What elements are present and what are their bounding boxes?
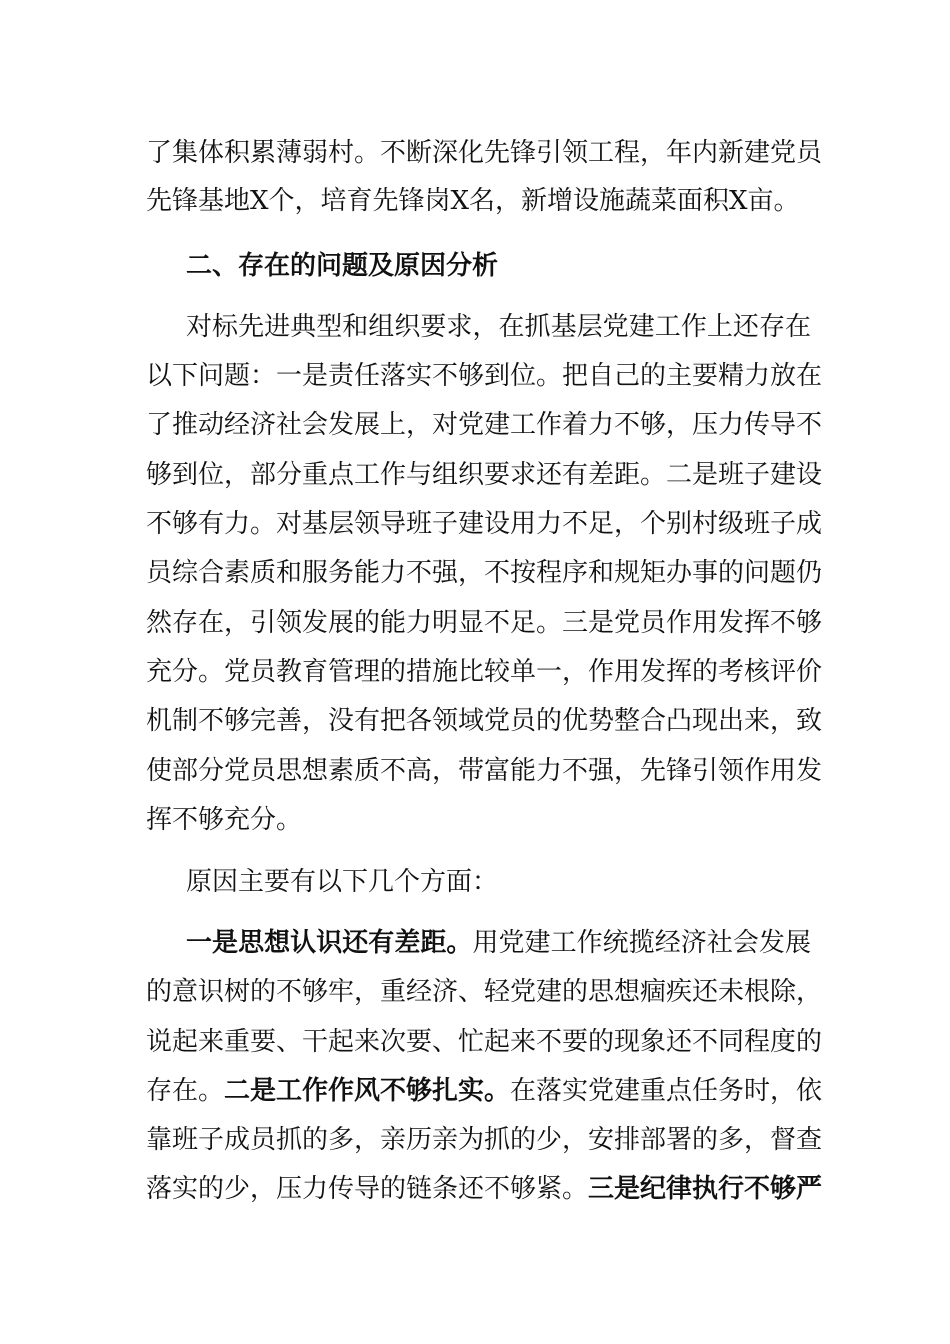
body-text-line: 员综合素质和服务能力不强，不按程序和规矩办事的问题仍 bbox=[146, 558, 823, 588]
body-text-line: 的意识树的不够牢，重经济、轻党建的思想痼疾还未根除， bbox=[146, 977, 823, 1007]
bold-phrase: 一是思想认识还有差距。 bbox=[186, 928, 473, 958]
body-text-line: 不够有力。对基层领导班子建设用力不足，个别村级班子成 bbox=[146, 509, 823, 539]
body-text-segment: 落实的少，压力传导的链条还不够紧。 bbox=[146, 1174, 589, 1204]
body-text-line: 够到位，部分重点工作与组织要求还有差距。二是班子建设 bbox=[146, 460, 823, 490]
body-text-line bbox=[146, 1071, 823, 1111]
body-text-line bbox=[186, 923, 811, 963]
body-text-line: 先锋基地X个，培育先锋岗X名，新增设施蔬菜面积X亩。 bbox=[146, 186, 800, 216]
body-text-segment: 在落实党建重点任务时，依 bbox=[510, 1076, 823, 1106]
section-heading: 二、存在的问题及原因分析 bbox=[186, 251, 499, 281]
body-text-line: 以下问题：一是责任落实不够到位。把自己的主要精力放在 bbox=[146, 361, 823, 391]
body-text-line: 充分。党员教育管理的措施比较单一，作用发挥的考核评价 bbox=[146, 657, 823, 687]
body-text-line: 说起来重要、干起来次要、忙起来不要的现象还不同程度的 bbox=[146, 1027, 823, 1057]
body-text-line: 原因主要有以下几个方面： bbox=[186, 867, 499, 897]
body-text-line bbox=[146, 1169, 823, 1209]
body-text-segment: 用党建工作统揽经济社会发展 bbox=[472, 928, 811, 958]
bold-phrase: 二是工作作风不够扎实。 bbox=[224, 1076, 511, 1106]
bold-phrase: 三是纪律执行不够严 bbox=[588, 1174, 823, 1204]
body-text-line: 靠班子成员抓的多，亲历亲为抓的少，安排部署的多，督查 bbox=[146, 1125, 823, 1155]
body-text-line: 使部分党员思想素质不高，带富能力不强，先锋引领作用发 bbox=[146, 756, 823, 786]
body-text-line: 然存在，引领发展的能力明显不足。三是党员作用发挥不够 bbox=[146, 608, 823, 638]
body-text-line: 对标先进典型和组织要求，在抓基层党建工作上还存在 bbox=[186, 312, 811, 342]
body-text-line: 了推动经济社会发展上，对党建工作着力不够，压力传导不 bbox=[146, 410, 823, 440]
body-text-line: 了集体积累薄弱村。不断深化先锋引领工程，年内新建党员 bbox=[146, 138, 823, 168]
body-text-segment: 存在。 bbox=[146, 1076, 225, 1106]
body-text-line: 挥不够充分。 bbox=[146, 805, 303, 835]
body-text-line: 机制不够完善，没有把各领域党员的优势整合凸现出来，致 bbox=[146, 706, 823, 736]
